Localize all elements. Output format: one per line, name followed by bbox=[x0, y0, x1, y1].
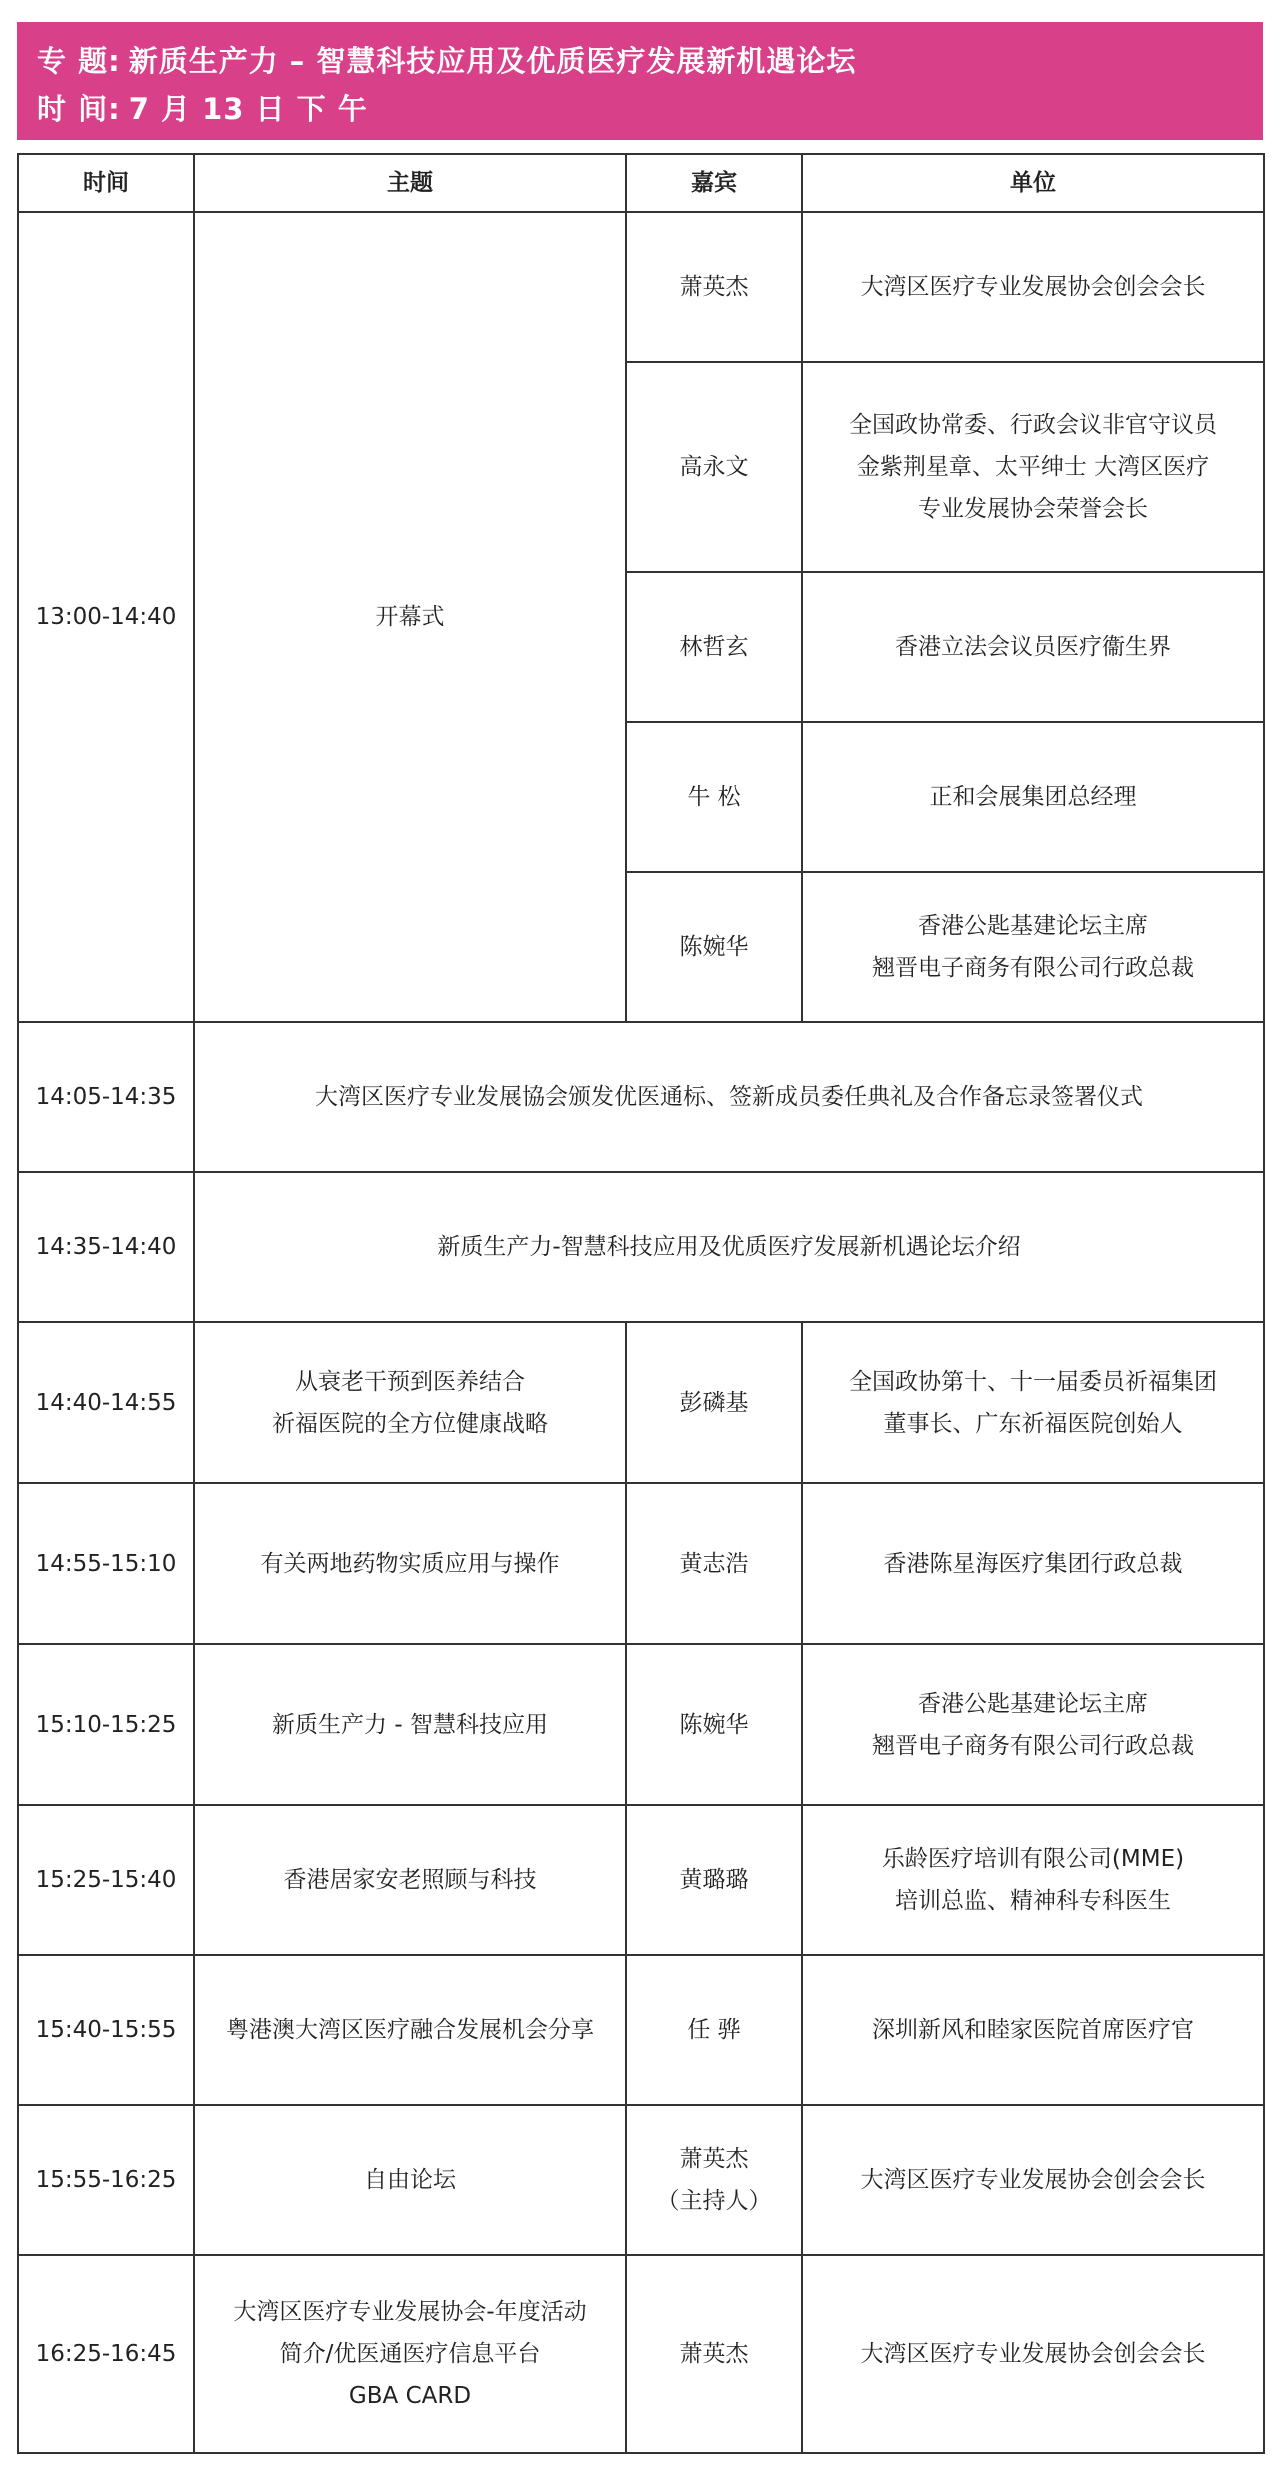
session-topic bbox=[194, 1955, 626, 2105]
ceremony-time: 14:05-14:35 bbox=[18, 1022, 194, 1172]
topic-line bbox=[37, 37, 1263, 85]
guest-unit bbox=[802, 872, 1264, 1022]
session-topic bbox=[194, 2255, 626, 2453]
session-unit bbox=[802, 1644, 1264, 1805]
unit-line: 大湾区医疗专业发展协会创会会长 bbox=[860, 2167, 1206, 2193]
unit-line: 董事长、广东祈福医院创始人 bbox=[883, 1410, 1183, 1437]
session-guest bbox=[626, 1805, 802, 1955]
intro-time: 14:35-14:40 bbox=[18, 1172, 194, 1322]
guest-line: 任 骅 bbox=[687, 2017, 741, 2043]
unit-line: 金紫荆星章、太平绅士 大湾区医疗 bbox=[856, 454, 1210, 480]
unit-line: 大湾区医疗专业发展协会创会会长 bbox=[860, 2341, 1206, 2367]
topic-line: 有关两地药物实质应用与操作 bbox=[260, 1550, 560, 1577]
guest-line: 黄璐璐 bbox=[679, 1867, 749, 1893]
unit-line: 香港陈星海医疗集团行政总裁 bbox=[883, 1550, 1183, 1577]
unit-line: 全国政协常委、行政会议非官守议员 bbox=[849, 412, 1217, 438]
session-time: 15:40-15:55 bbox=[18, 1955, 194, 2105]
session-guest bbox=[626, 1483, 802, 1644]
opening-topic: 开幕式 bbox=[194, 212, 626, 1022]
session-time: 14:40-14:55 bbox=[18, 1322, 194, 1483]
session-guest bbox=[626, 2255, 802, 2453]
table-row bbox=[18, 1955, 1264, 2105]
session-guest bbox=[626, 1955, 802, 2105]
guest-line: 彭磷基 bbox=[679, 1389, 749, 1416]
topic-line: 祈福医院的全方位健康战略 bbox=[272, 1410, 548, 1437]
session-time: 14:55-15:10 bbox=[18, 1483, 194, 1644]
intro-text: 新质生产力-智慧科技应用及优质医疗发展新机遇论坛介绍 bbox=[194, 1172, 1264, 1322]
ceremony-text: 大湾区医疗专业发展協会颁发优医通标、签新成员委任典礼及合作备忘录签署仪式 bbox=[194, 1022, 1264, 1172]
guest-line: 黄志浩 bbox=[679, 1550, 749, 1577]
session-unit bbox=[802, 1955, 1264, 2105]
topic-line: GBA CARD bbox=[348, 2383, 472, 2409]
column-header-topic: 主题 bbox=[194, 154, 626, 212]
topic-label: 专 题: bbox=[37, 44, 121, 78]
table-row bbox=[18, 1805, 1264, 1955]
time-label: 时 间: bbox=[37, 92, 121, 126]
session-topic bbox=[194, 1483, 626, 1644]
unit-line: 培训总监、精神科专科医生 bbox=[895, 1888, 1171, 1914]
table-row bbox=[18, 1322, 1264, 1483]
topic-line: 新质生产力 - 智慧科技应用 bbox=[272, 1711, 548, 1738]
guest-name: 萧英杰 bbox=[626, 212, 802, 362]
unit-line: 全国政协第十、十一届委员祈福集团 bbox=[849, 1368, 1217, 1395]
table-row bbox=[18, 1644, 1264, 1805]
unit-line: 大湾区医疗专业发展协会创会会长 bbox=[860, 274, 1206, 300]
guest-unit bbox=[802, 362, 1264, 572]
guest-name: 高永文 bbox=[626, 362, 802, 572]
table-row bbox=[18, 2255, 1264, 2453]
guest-unit bbox=[802, 212, 1264, 362]
agenda-table bbox=[17, 153, 1265, 2454]
session-time: 15:10-15:25 bbox=[18, 1644, 194, 1805]
topic-line: 大湾区医疗专业发展协会-年度活动 bbox=[233, 2299, 587, 2325]
session-unit bbox=[802, 2105, 1264, 2255]
session-guest bbox=[626, 2105, 802, 2255]
guest-line: 萧英杰 bbox=[679, 2146, 749, 2172]
session-guest bbox=[626, 1322, 802, 1483]
unit-line: 专业发展协会荣誉会长 bbox=[918, 496, 1148, 522]
session-time: 16:25-16:45 bbox=[18, 2255, 194, 2453]
opening-time: 13:00-14:40 bbox=[18, 212, 194, 1022]
session-unit bbox=[802, 1322, 1264, 1483]
guest-line: 萧英杰 bbox=[679, 2341, 749, 2367]
session-topic bbox=[194, 1322, 626, 1483]
unit-line: 香港立法会议员医疗衞生界 bbox=[895, 634, 1171, 660]
topic-line: 简介/优医通医疗信息平台 bbox=[279, 2341, 541, 2367]
session-unit bbox=[802, 1483, 1264, 1644]
guest-name: 陈婉华 bbox=[626, 872, 802, 1022]
guest-unit bbox=[802, 572, 1264, 722]
time-line bbox=[37, 85, 1263, 133]
column-header-unit: 单位 bbox=[802, 154, 1264, 212]
topic-value: 新质生产力 – 智慧科技应用及优质医疗发展新机遇论坛 bbox=[128, 44, 857, 78]
session-guest bbox=[626, 1644, 802, 1805]
table-row bbox=[18, 1022, 1264, 1172]
unit-line: 翘晋电子商务有限公司行政总裁 bbox=[872, 955, 1194, 981]
topic-line: 自由论坛 bbox=[364, 2167, 456, 2193]
table-row bbox=[18, 212, 1264, 362]
session-unit bbox=[802, 1805, 1264, 1955]
topic-line: 从衰老干预到医养结合 bbox=[295, 1368, 525, 1395]
unit-line: 香港公匙基建论坛主席 bbox=[918, 1690, 1148, 1717]
unit-line: 深圳新风和睦家医院首席医疗官 bbox=[872, 2017, 1194, 2043]
guest-name: 牛 松 bbox=[626, 722, 802, 872]
table-row bbox=[18, 1483, 1264, 1644]
unit-line: 香港公匙基建论坛主席 bbox=[918, 913, 1148, 939]
guest-name: 林哲玄 bbox=[626, 572, 802, 722]
session-topic bbox=[194, 2105, 626, 2255]
guest-unit bbox=[802, 722, 1264, 872]
table-row bbox=[18, 2105, 1264, 2255]
topic-line: 粤港澳大湾区医疗融合发展机会分享 bbox=[226, 2017, 594, 2043]
session-topic bbox=[194, 1805, 626, 1955]
table-header-row bbox=[18, 154, 1264, 212]
unit-line: 正和会展集团总经理 bbox=[929, 784, 1137, 810]
guest-line: （主持人） bbox=[656, 2188, 772, 2214]
session-topic bbox=[194, 1644, 626, 1805]
guest-line: 陈婉华 bbox=[679, 1711, 749, 1738]
table-row bbox=[18, 1172, 1264, 1322]
topic-line: 香港居家安老照顾与科技 bbox=[283, 1867, 537, 1893]
column-header-time: 时间 bbox=[18, 154, 194, 212]
session-unit bbox=[802, 2255, 1264, 2453]
session-time: 15:25-15:40 bbox=[18, 1805, 194, 1955]
time-value: 7 月 13 日 下 午 bbox=[128, 92, 368, 126]
agenda-header bbox=[17, 22, 1263, 140]
session-time: 15:55-16:25 bbox=[18, 2105, 194, 2255]
unit-line: 乐龄医疗培训有限公司(MME) bbox=[881, 1846, 1185, 1872]
unit-line: 翘晋电子商务有限公司行政总裁 bbox=[872, 1732, 1194, 1759]
column-header-guest: 嘉宾 bbox=[626, 154, 802, 212]
